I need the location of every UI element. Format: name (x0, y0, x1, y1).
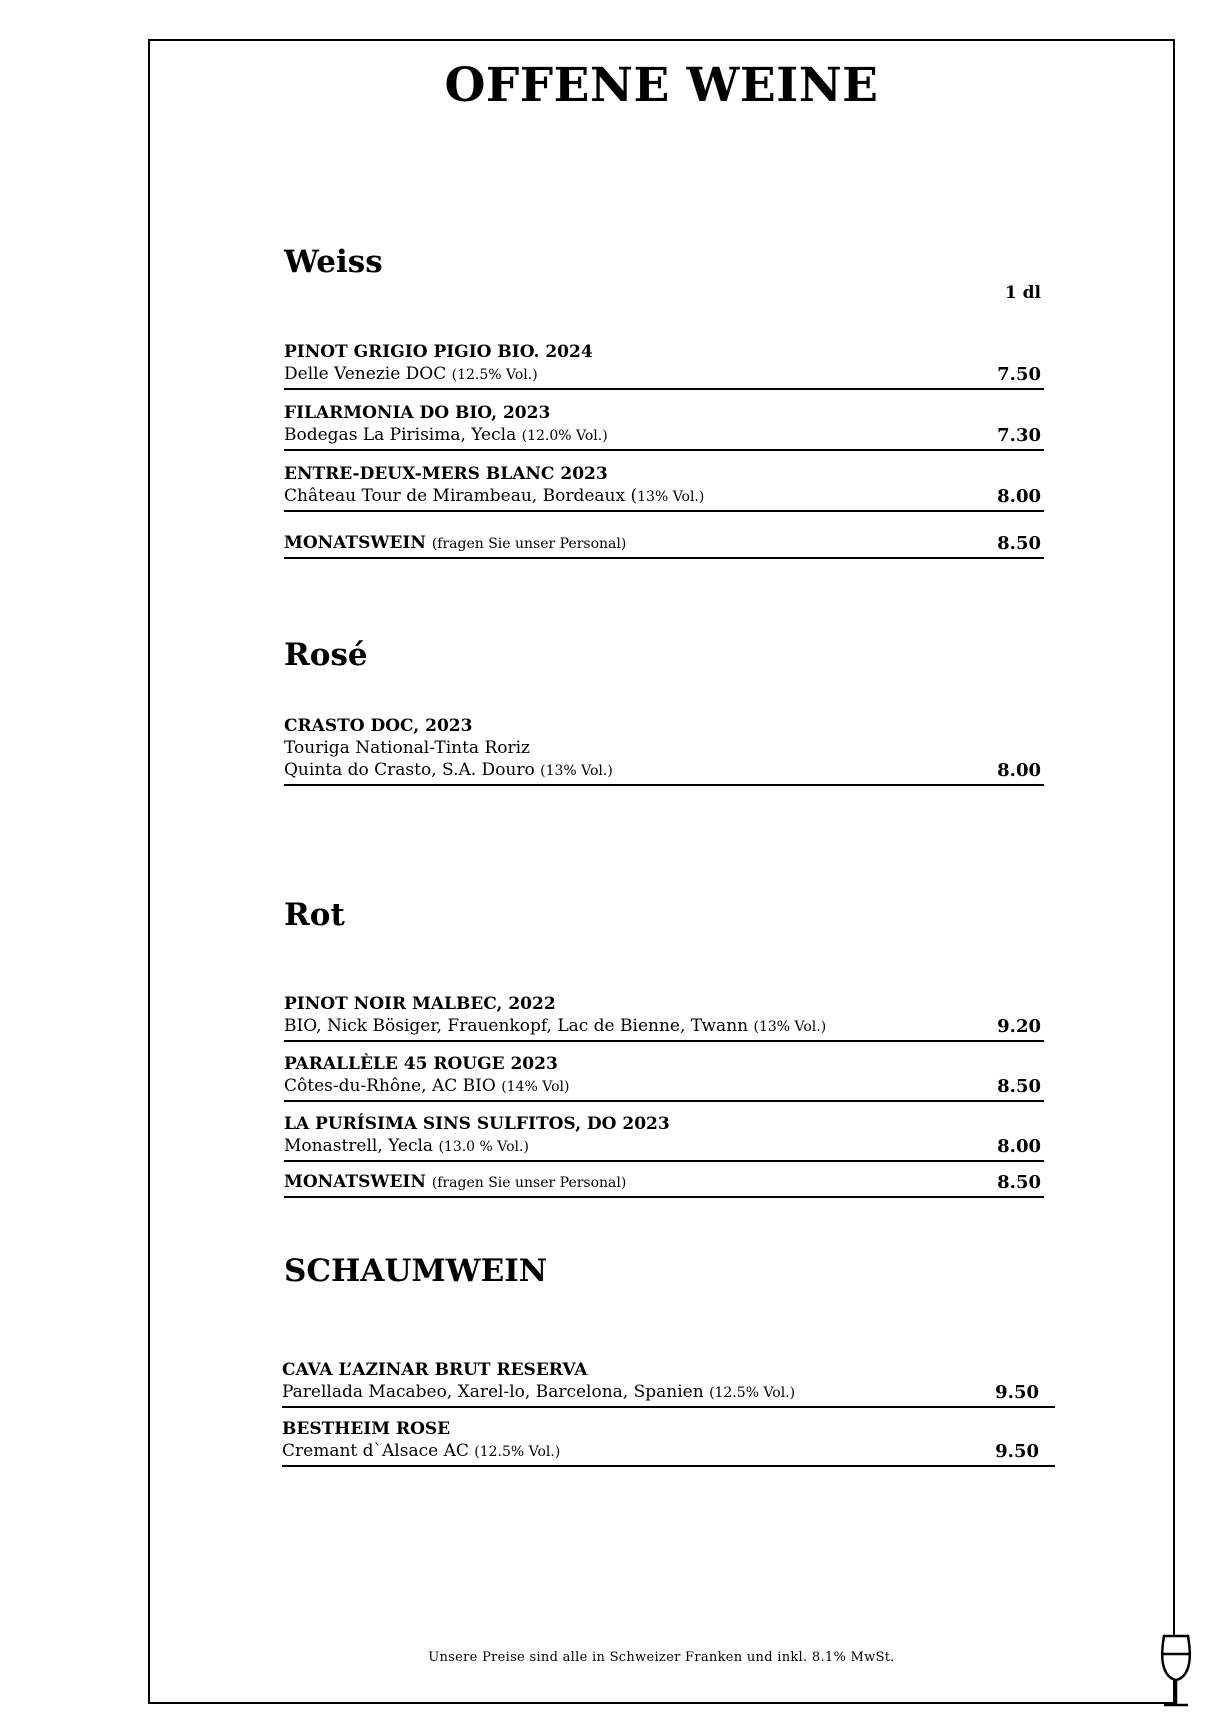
wine-description: Delle Venezie DOC (12.5% Vol.) (284, 364, 538, 384)
wine-name: BESTHEIM ROSE (282, 1419, 451, 1439)
footer-note: Unsere Preise sind alle in Schweizer Franken und inkl. 8.1% MwSt. (428, 1650, 895, 1665)
wine-name: PARALLÈLE 45 ROUGE 2023 (284, 1054, 558, 1074)
wine-description: Monastrell, Yecla (13.0 % Vol.) (284, 1136, 529, 1156)
wine-glass-icon (1158, 1634, 1194, 1714)
wine-item (284, 1113, 1044, 1162)
wine-description: BIO, Nick Bösiger, Frauenkopf, Lac de Bienne, Twann (13% Vol.) (284, 1016, 827, 1036)
wine-item (284, 715, 1044, 786)
section-heading-rose: Rosé (284, 637, 368, 673)
wine-item (284, 402, 1044, 451)
wine-description: Bodegas La Pirisima, Yecla (12.0% Vol.) (284, 425, 608, 445)
wine-price: 8.00 (997, 486, 1041, 507)
wine-volume: (12.5% Vol.) (474, 1444, 561, 1460)
wine-item (284, 463, 1044, 512)
wine-description: Cremant d`Alsace AC (12.5% Vol.) (282, 1441, 561, 1461)
wine-item (282, 1359, 1055, 1408)
wine-volume: (13% Vol.) (753, 1019, 827, 1035)
wine-name: PINOT NOIR MALBEC, 2022 (284, 994, 556, 1014)
wine-name: MONATSWEIN (fragen Sie unser Personal) (284, 1172, 627, 1192)
wine-volume: (12.0% Vol.) (521, 428, 608, 444)
wine-description: Côtes-du-Rhône, AC BIO (14% Vol) (284, 1076, 570, 1096)
wine-item (284, 993, 1044, 1042)
wine-description: Quinta do Crasto, S.A. Douro (13% Vol.) (284, 760, 613, 780)
wine-price: 7.30 (997, 425, 1041, 446)
wine-description: Château Tour de Mirambeau, Bordeaux (13% Vol.) (284, 486, 705, 506)
wine-item (282, 1418, 1055, 1467)
wine-item (284, 1171, 1044, 1198)
wine-item (284, 1053, 1044, 1102)
wine-price: 9.20 (997, 1016, 1041, 1037)
page-title: OFFENE WEINE (444, 58, 879, 113)
wine-volume: (12.5% Vol.) (451, 367, 538, 383)
wine-name: MONATSWEIN (fragen Sie unser Personal) (284, 533, 627, 553)
wine-volume: (13% Vol.) (540, 763, 613, 779)
wine-price: 7.50 (997, 364, 1041, 385)
wine-note: (fragen Sie unser Personal) (431, 1175, 627, 1191)
wine-volume: (13.0 % Vol.) (438, 1139, 529, 1155)
wine-name: CAVA L’AZINAR BRUT RESERVA (282, 1360, 588, 1380)
wine-volume: (12.5% Vol.) (709, 1385, 796, 1401)
wine-price: 8.50 (997, 1172, 1041, 1193)
wine-price: 9.50 (995, 1382, 1039, 1403)
wine-volume: (14% Vol) (501, 1079, 570, 1095)
wine-price: 8.50 (997, 1076, 1041, 1097)
wine-price: 8.00 (997, 760, 1041, 781)
wine-name: FILARMONIA DO BIO, 2023 (284, 403, 551, 423)
wine-description: Parellada Macabeo, Xarel-lo, Barcelona, Spanien (12.5% Vol.) (282, 1382, 796, 1402)
unit-header: 1 dl (1004, 283, 1041, 303)
wine-price: 8.00 (997, 1136, 1041, 1157)
wine-price: 8.50 (997, 533, 1041, 554)
wine-price: 9.50 (995, 1441, 1039, 1462)
section-heading-rot: Rot (284, 897, 345, 933)
section-heading-weiss: Weiss (284, 244, 383, 280)
wine-name: PINOT GRIGIO PIGIO BIO. 2024 (284, 342, 593, 362)
wine-item (284, 532, 1044, 559)
wine-item (284, 341, 1044, 390)
wine-grapes: Touriga National-Tinta Roriz (284, 738, 531, 758)
wine-volume: 13% Vol.) (637, 489, 705, 505)
section-heading-schaumwein: SCHAUMWEIN (284, 1253, 548, 1289)
wine-name: CRASTO DOC, 2023 (284, 716, 473, 736)
wine-note: (fragen Sie unser Personal) (431, 536, 627, 552)
wine-name: ENTRE-DEUX-MERS BLANC 2023 (284, 464, 608, 484)
wine-name: LA PURÍSIMA SINS SULFITOS, DO 2023 (284, 1114, 670, 1134)
